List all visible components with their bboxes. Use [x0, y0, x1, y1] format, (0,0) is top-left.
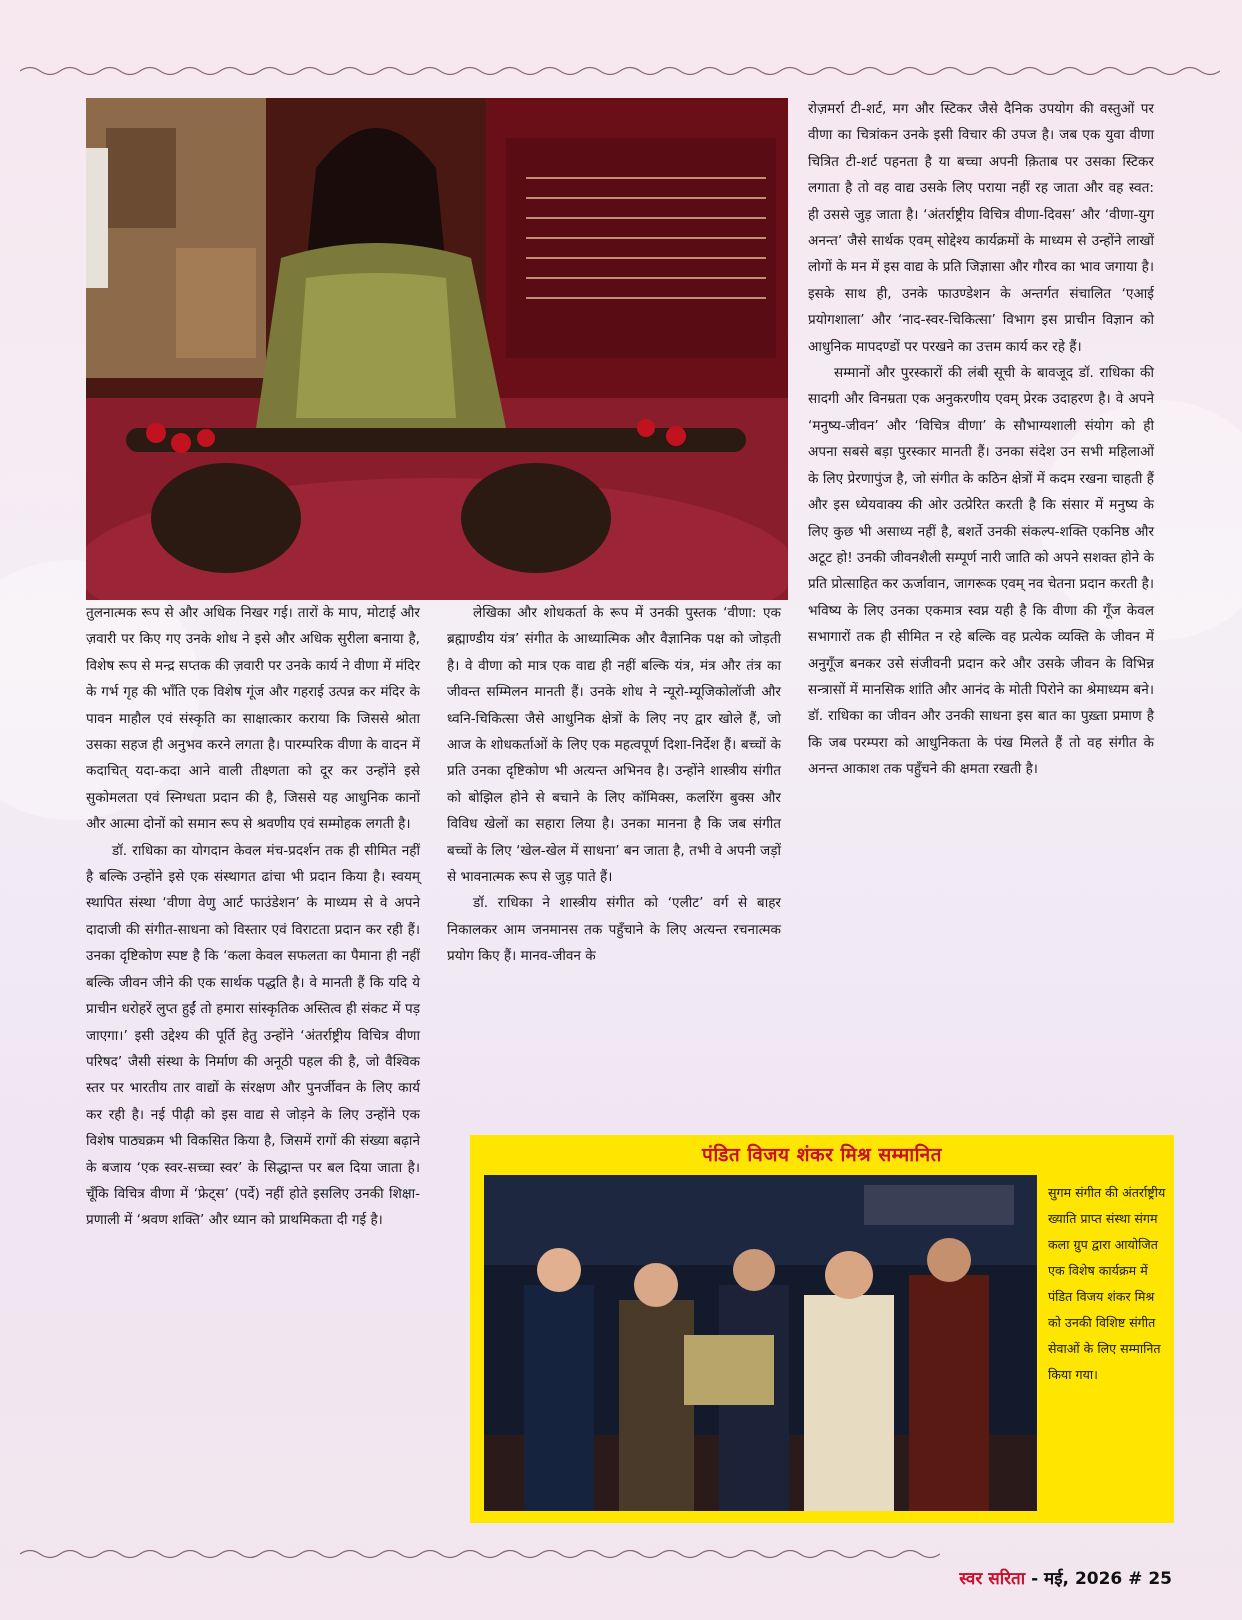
magazine-name: स्वर सरिता [959, 1569, 1026, 1589]
article-column-2 [447, 600, 781, 970]
news-box-title: पंडित विजय शंकर मिश्र सम्मानित [702, 1144, 942, 1166]
paragraph: लेखिका और शोधकर्ता के रूप में उनकी पुस्तक ‘वीणा: एक ब्रह्माण्डीय यंत्र’ संगीत के आध्यात्मिक और वैज्ञानिक पक्ष को जोड़ती है। वे वीणा को मात्र एक वाद्य ही नहीं बल्कि यंत्र, मंत्र और तंत्र का जीवन्त सम्मिलन मानती हैं। उनके शोध ने न्यूरो-म्यूजिकोलॉजी और ध्वनि-चिकित्सा जैसे आधुनिक क्षेत्रों के लिए नए द्वार खोले हैं, जो आज के शोधकर्ताओं के लिए एक महत्वपूर्ण दिशा-निर्देश हैं। बच्चों के प्रति उनका दृष्टिकोण भी अत्यन्त अभिनव है। उन्होंने शास्त्रीय संगीत को बोझिल होने से बचाने के लिए कॉमिक्स, कलरिंग बुक्स और विविध खेलों का सहारा लिया है। उनका मानना है कि जब संगीत बच्चों के लिए ‘खेल-खेल में साधना’ बन जाता है, तभी वे अपनी जड़ों से भावनात्मक रूप से जुड़ पाते हैं। [447, 605, 781, 886]
bottom-wave-border [20, 1547, 940, 1561]
article-column-1 [86, 600, 420, 1234]
award-ceremony-photo [484, 1175, 1037, 1511]
main-photo-veena-player [86, 98, 788, 600]
news-box [470, 1135, 1174, 1523]
paragraph: रोज़मर्रा टी-शर्ट, मग और स्टिकर जैसे दैनिक उपयोग की वस्तुओं पर वीणा का चित्रांकन उनके इसी विचार की उपज है। जब एक युवा वीणा चित्रित टी-शर्ट पहनता है या बच्चा अपनी क़िताब पर उसका स्टिकर लगाता है तो वह वाद्य उसके लिए पराया नहीं रह जाता और वह स्वत: ही उससे जुड़ जाता है। ‘अंतर्राष्ट्रीय विचित्र वीणा-दिवस’ और ‘वीणा-युग अनन्त’ जैसे सार्थक एवम् सोद्देश्य कार्यक्रमों के माध्यम से उन्होंने लाखों लोगों के मन में इस वाद्य के प्रति जिज्ञासा और गौरव का भाव जगाया है। इसके साथ ही, उनके फाउण्डेशन के अन्तर्गत संचालित ‘एआई प्रयोगशाला’ और ‘नाद-स्वर-चिकित्सा’ विभाग इस प्राचीन विज्ञान को आधुनिक मापदण्डों पर परखने का उत्तम कार्य कर रहे हैं। [808, 101, 1154, 355]
issue-page-number: - मई, 2026 # 25 [1025, 1569, 1172, 1589]
article-column-3 [808, 96, 1154, 783]
photo-illustration [86, 98, 788, 600]
award-photo-illustration [484, 1175, 1037, 1511]
paragraph: तुलनात्मक रूप से और अधिक निखर गई। तारों के माप, मोटाई और ज़वारी पर किए गए उनके शोध ने इसे और अधिक सुरीला बनाया है, विशेष रूप से मन्द्र सप्तक की ज़वारी पर उनके कार्य ने वीणा में मंदिर के गर्भ गृह की भाँति एक विशेष गूंज और गहराई उत्पन्न कर मंदिर के पावन माहौल एवं संस्कृति का साक्षात्कार कराया कि जिससे श्रोता उसका सहज ही अनुभव करने लगता है। पारम्परिक वीणा के वादन में कदाचित् यदा-कदा आने वाली तीक्ष्णता को दूर कर उन्होंने इसे सुकोमलता एवं स्निग्धता प्रदान की है, जिससे यह आधुनिक कानों और आत्मा दोनों को समान रूप से श्रवणीय एवं सम्मोहक लगती है। [86, 605, 420, 833]
top-wave-border [20, 64, 1220, 78]
paragraph: डॉ. राधिका का योगदान केवल मंच-प्रदर्शन तक ही सीमित नहीं है बल्कि उन्होंने इसे एक संस्थागत ढांचा भी प्रदान किया है। स्वयम् स्थापित संस्था ‘वीणा वेणु आर्ट फाउंडेशन’ के माध्यम से वे अपने दादाजी की संगीत-साधना को विस्तार एवं विराटता प्रदान कर रही हैं। उनका दृष्टिकोण स्पष्ट है कि ‘कला केवल सफलता का पैमाना ही नहीं बल्कि जीवन जीने की एक सार्थक पद्धति है। वे मानती हैं कि यदि ये प्राचीन धरोहरें लुप्त हुईं तो हमारा सांस्कृतिक अस्तित्व ही संकट में पड़ जाएगा।’ इसी उद्देश्य की पूर्ति हेतु उन्होंने ‘अंतर्राष्ट्रीय विचित्र वीणा परिषद’ जैसी संस्था के निर्माण की अनूठी पहल की है, जो वैश्विक स्तर पर भारतीय तार वाद्यों के संरक्षण और पुनर्जीवन के लिए कार्य कर रही है। नई पीढ़ी को इस वाद्य से जोड़ने के लिए उन्होंने एक विशेष पाठ्यक्रम भी विकसित किया है, जिसमें रागों की संख्या बढ़ाने के बजाय ‘एक स्वर-सच्चा स्वर’ के सिद्धान्त पर बल दिया जाता है। चूँकि विचित्र वीणा में ‘फ्रेट्स’ (पर्दे) नहीं होते इसलिए उनकी शिक्षा-प्रणाली में ‘श्रवण शक्ति’ और ध्यान को प्राथमिकता दी गई है। [86, 842, 420, 1229]
news-box-caption: सुगम संगीत की अंतर्राष्ट्रीय ख्याति प्राप्त संस्था संगम कला ग्रुप द्वारा आयोजित एक विशेष कार्यक्रम में पंडित विजय शंकर मिश्र को उनकी विशिष्ट संगीत सेवाओं के लिए सम्मानित किया गया। [1048, 1185, 1166, 1382]
page-footer [959, 1566, 1172, 1589]
paragraph: डॉ. राधिका ने शास्त्रीय संगीत को ‘एलीट’ वर्ग से बाहर निकालकर आम जनमानस तक पहुँचाने के लिए अत्यन्त रचनात्मक प्रयोग किए हैं। मानव-जीवन के [447, 895, 781, 965]
paragraph: सम्मानों और पुरस्कारों की लंबी सूची के बावजूद डॉ. राधिका की सादगी और विनम्रता एक अनुकरणीय एवम् प्रेरक उदाहरण है। वे अपने ‘मनुष्य-जीवन’ और ‘विचित्र वीणा’ के सौभाग्यशाली संयोग को ही अपना सबसे बड़ा पुरस्कार मानती हैं। उनका संदेश उन सभी महिलाओं के लिए प्रेरणापुंज है, जो संगीत के कठिन क्षेत्रों में कदम रखना चाहती हैं और इस ध्येयवाक्य की ओर उत्प्रेरित करती है कि संसार में मनुष्य के लिए कुछ भी असाध्य नहीं है, बशर्ते उनकी संकल्प-शक्ति एकनिष्ठ और अटूट हो! उनकी जीवनशैली सम्पूर्ण नारी जाति को अपने सशक्त होने के प्रति प्रोत्साहित कर ऊर्जावान, जागरूक एवम् नव चेतना प्रदान करती है। भविष्य के लिए उनका एकमात्र स्वप्न यही है कि वीणा की गूँज केवल सभागारों तक ही सीमित न रहे बल्कि वह प्रत्येक व्यक्ति के जीवन में अनुगूँज बनकर उसे संजीवनी प्रदान करे और उसके जीवन के विभिन्न सन्त्रासों में मानसिक शांति और आनंद के मोती पिरोने का श्रेमाध्यम बने। डॉ. राधिका का जीवन और उनकी साधना इस बात का पुख़्ता प्रमाण है कि जब परम्परा को आधुनिकता के पंख मिलते हैं तो वह संगीत के अनन्त आकाश तक पहुँचने की क्षमता रखती है। [808, 365, 1154, 778]
